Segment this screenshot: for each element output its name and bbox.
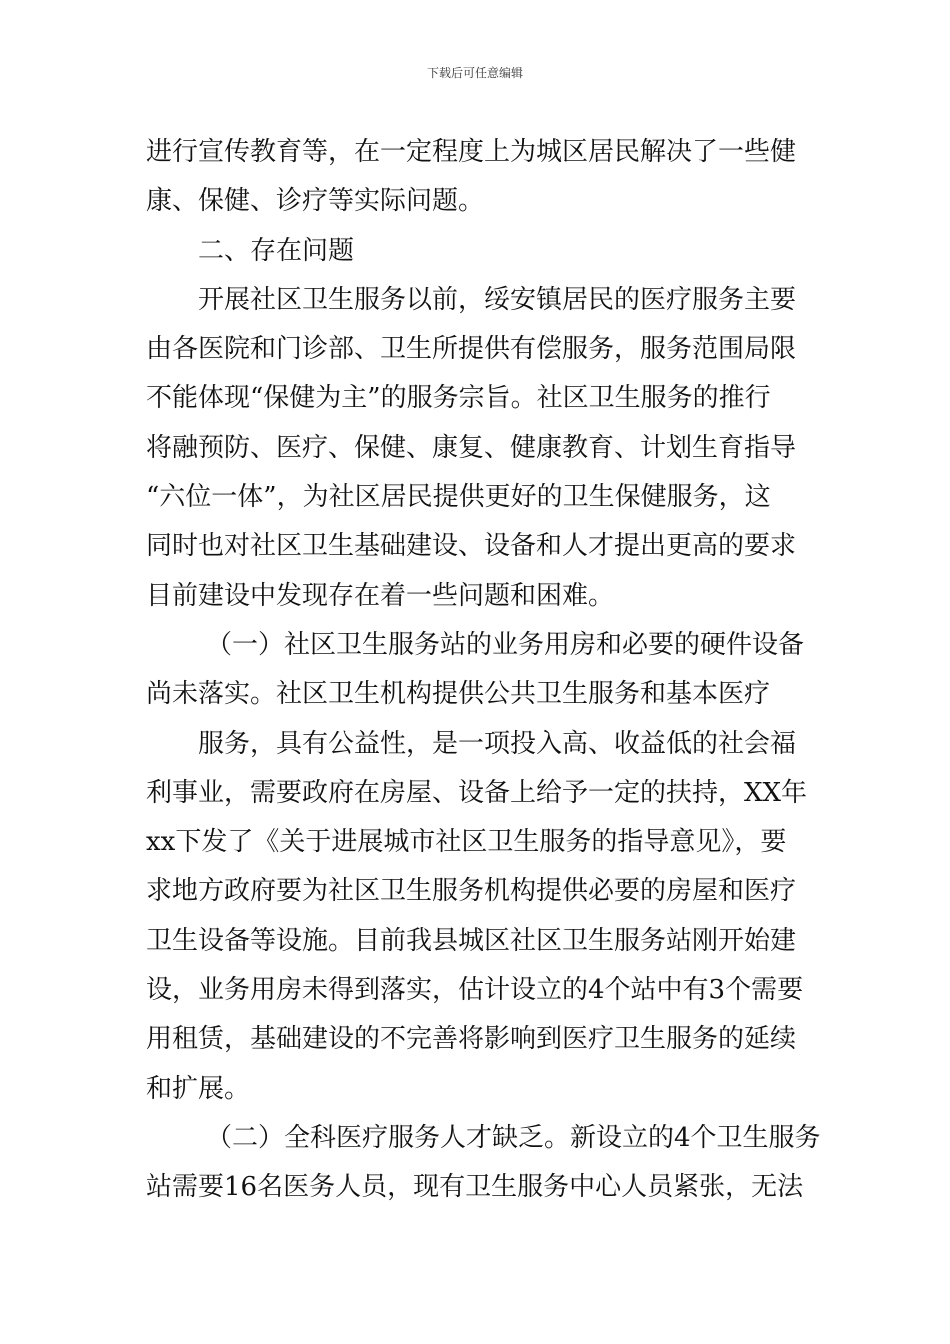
page-header: 下载后可任意编辑: [426, 66, 523, 80]
section-heading: 二、存在问题: [198, 235, 355, 266]
text-line: 尚未落实。社区卫生机构提供公共卫生服务和基本医疗: [146, 679, 771, 710]
text-line: 利事业，需要政府在房屋、设备上给予一定的扶持，XX年: [146, 777, 808, 808]
text-line: 站需要16名医务人员，现有卫生服务中心人员紧张，无法: [146, 1172, 804, 1203]
text-line: 不能体现“保健为主”的服务宗旨。社区卫生服务的推行: [146, 383, 771, 414]
text-line: 求地方政府要为社区卫生服务机构提供必要的房屋和医疗: [146, 876, 797, 907]
text-line: 同时也对社区卫生基础建设、设备和人才提出更高的要求: [146, 531, 797, 562]
text-line: 和扩展。: [146, 1073, 251, 1104]
subsection-heading: （二）全科医疗服务人才缺乏。新设立的4个卫生服务: [206, 1122, 821, 1153]
text-line: 进行宣传教育等，在一定程度上为城区居民解决了一些健: [146, 137, 797, 167]
text-line: 将融预防、医疗、保健、康复、健康教育、计划生育指导: [146, 432, 797, 463]
document-body: [146, 128, 821, 1213]
subsection-heading: （一）社区卫生服务站的业务用房和必要的硬件设备: [206, 629, 805, 660]
text-line: xx下发了《关于进展城市社区卫生服务的指导意见》，要: [146, 827, 787, 858]
text-line: 开展社区卫生服务以前，绥安镇居民的医疗服务主要: [198, 284, 797, 315]
text-line: 用租赁，基础建设的不完善将影响到医疗卫生服务的延续: [146, 1024, 797, 1055]
text-line: “六位一体”，为社区居民提供更好的卫生保健服务，这: [146, 482, 771, 513]
text-line: 设，业务用房未得到落实，估计设立的4个站中有3个需要: [146, 975, 804, 1006]
text-line: 目前建设中发现存在着一些问题和困难。: [146, 580, 615, 611]
text-line: 卫生设备等设施。目前我县城区社区卫生服务站刚开始建: [146, 925, 797, 956]
text-line: 康、保健、诊疗等实际问题。: [146, 186, 485, 217]
text-line: 由各医院和门诊部、卫生所提供有偿服务，服务范围局限: [146, 334, 797, 365]
text-line: 服务，具有公益性，是一项投入高、收益低的社会福: [198, 728, 797, 759]
